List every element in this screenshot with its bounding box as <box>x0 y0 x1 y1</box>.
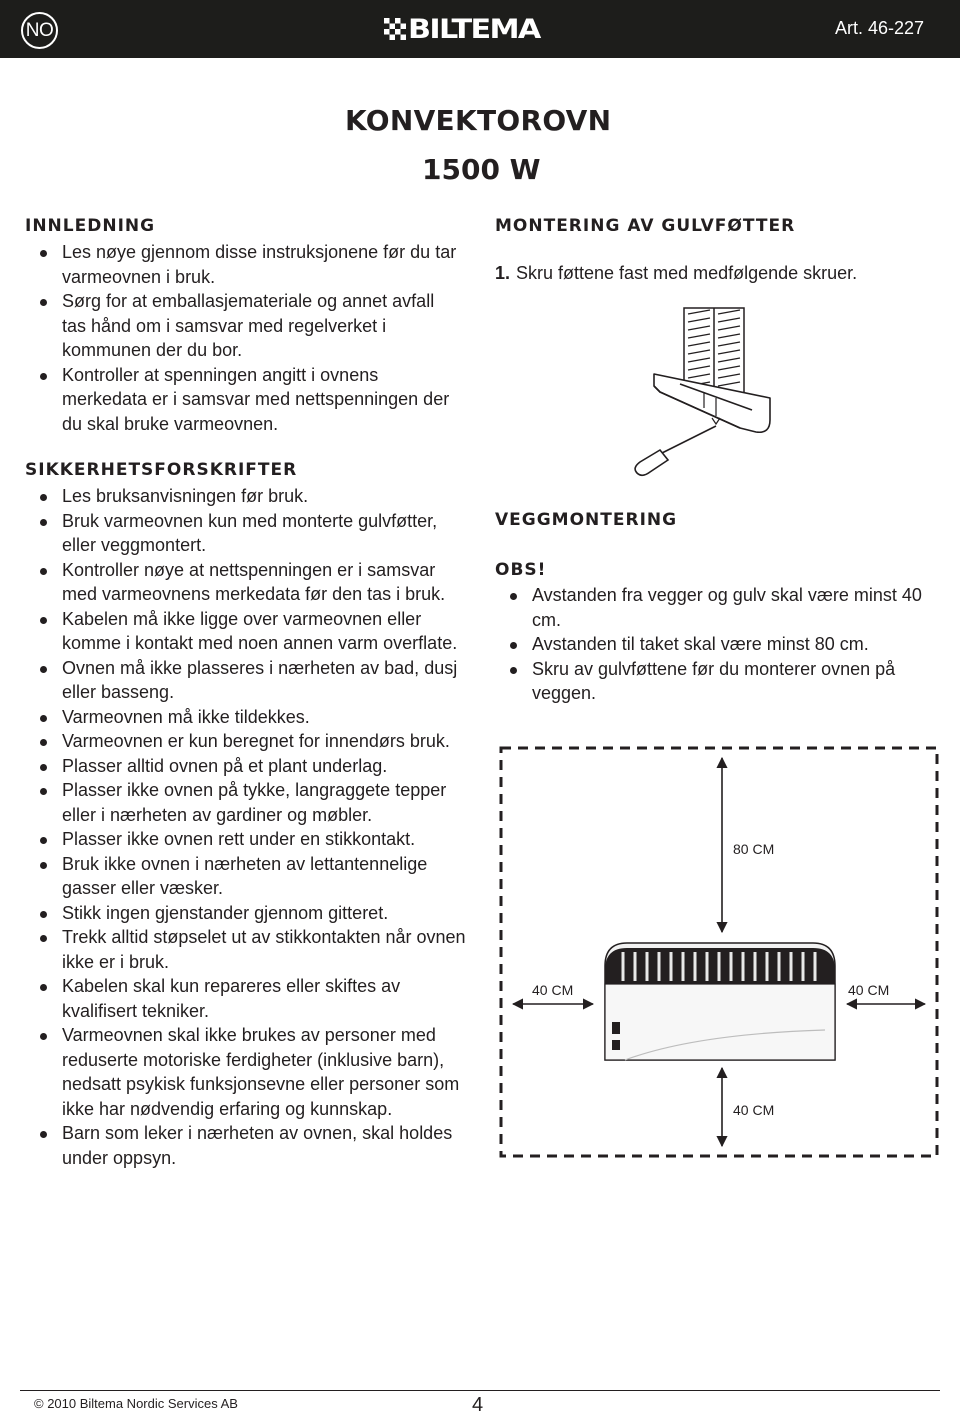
list-item: Varmeovnen må ikke tildekkes. <box>27 705 467 730</box>
heater-illustration <box>605 943 835 1060</box>
wall-clearance-diagram <box>495 738 945 1163</box>
list-item: Stikk ingen gjenstander gjennom gitteret. <box>27 901 467 926</box>
mounting-heading: MONTERING AV GULVFØTTER <box>495 216 796 236</box>
wall-list <box>497 583 937 706</box>
list-item: Skru av gulvføttene før du monterer ovnen på veggen. <box>497 657 937 706</box>
clearance-bottom-label: 40 CM <box>733 1102 775 1118</box>
list-item: Varmeovnen er kun beregnet for innendørs bruk. <box>27 729 467 754</box>
page-number: 4 <box>472 1394 484 1416</box>
list-item: Kontroller at spenningen angitt i ovnens merkedata er i samsvar med nettspenningen der du skal bruke varmeovnen. <box>27 363 457 437</box>
copyright: © 2010 Biltema Nordic Services AB <box>34 1396 238 1411</box>
list-item: Varmeovnen skal ikke brukes av personer med reduserte motoriske ferdigheter (inklusive barn), nedsatt psykisk funksjonsevne eller personer som ikke har nødvendig erfaring og kunnskap. <box>27 1023 467 1121</box>
intro-list <box>27 240 457 436</box>
obs-label: OBS! <box>495 560 547 580</box>
page-title: KONVEKTOROVN <box>345 104 612 137</box>
list-item: Bruk ikke ovnen i nærheten av lettantennelige gasser eller væsker. <box>27 852 467 901</box>
clearance-left-label: 40 CM <box>532 982 574 998</box>
list-item: Les bruksanvisningen før bruk. <box>27 484 467 509</box>
list-item: Plasser alltid ovnen på et plant underlag. <box>27 754 467 779</box>
checkered-flag-icon <box>384 18 406 40</box>
list-item: Sørg for at emballasjemateriale og annet avfall tas hånd om i samsvar med regelverket i kommunen der du bor. <box>27 289 457 363</box>
list-item: Ovnen må ikke plasseres i nærheten av bad, dusj eller basseng. <box>27 656 467 705</box>
safety-list <box>27 484 467 1170</box>
list-item: Barn som leker i nærheten av ovnen, skal holdes under oppsyn. <box>27 1121 467 1170</box>
step-text: Skru føttene fast med medfølgende skruer. <box>516 263 858 283</box>
mounting-step <box>495 263 857 284</box>
header-bar <box>0 0 960 58</box>
list-item: Kabelen må ikke ligge over varmeovnen eller komme i kontakt med noen annen varm overflate. <box>27 607 467 656</box>
list-item: Plasser ikke ovnen på tykke, langraggete tepper eller i nærheten av gardiner og møbler. <box>27 778 467 827</box>
clearance-top-label: 80 CM <box>733 841 775 857</box>
list-item: Avstanden fra vegger og gulv skal være minst 40 cm. <box>497 583 937 632</box>
brand-name: BILTEMA <box>408 13 540 45</box>
safety-heading: SIKKERHETSFORSKRIFTER <box>25 460 298 480</box>
wall-heading: VEGGMONTERING <box>495 510 678 530</box>
biltema-logo <box>384 12 540 46</box>
list-item: Kabelen skal kun repareres eller skiftes av kvalifisert tekniker. <box>27 974 467 1023</box>
step-number: 1. <box>495 263 511 283</box>
list-item: Bruk varmeovnen kun med monterte gulvføtter, eller veggmontert. <box>27 509 467 558</box>
language-badge: NO <box>21 12 58 49</box>
page-subtitle: 1500 W <box>422 153 541 186</box>
list-item: Kontroller nøye at nettspenningen er i samsvar med varmeovnens merkedata før den tas i bruk. <box>27 558 467 607</box>
feet-mounting-illustration <box>620 300 790 480</box>
article-number: Art. 46-227 <box>834 18 924 38</box>
intro-heading: INNLEDNING <box>25 216 156 236</box>
list-item: Les nøye gjennom disse instruksjonene før du tar varmeovnen i bruk. <box>27 240 457 289</box>
footer-divider <box>20 1390 940 1391</box>
list-item: Avstanden til taket skal være minst 80 cm. <box>497 632 937 657</box>
list-item: Plasser ikke ovnen rett under en stikkontakt. <box>27 827 467 852</box>
list-item: Trekk alltid støpselet ut av stikkontakten når ovnen ikke er i bruk. <box>27 925 467 974</box>
clearance-right-label: 40 CM <box>848 982 890 998</box>
